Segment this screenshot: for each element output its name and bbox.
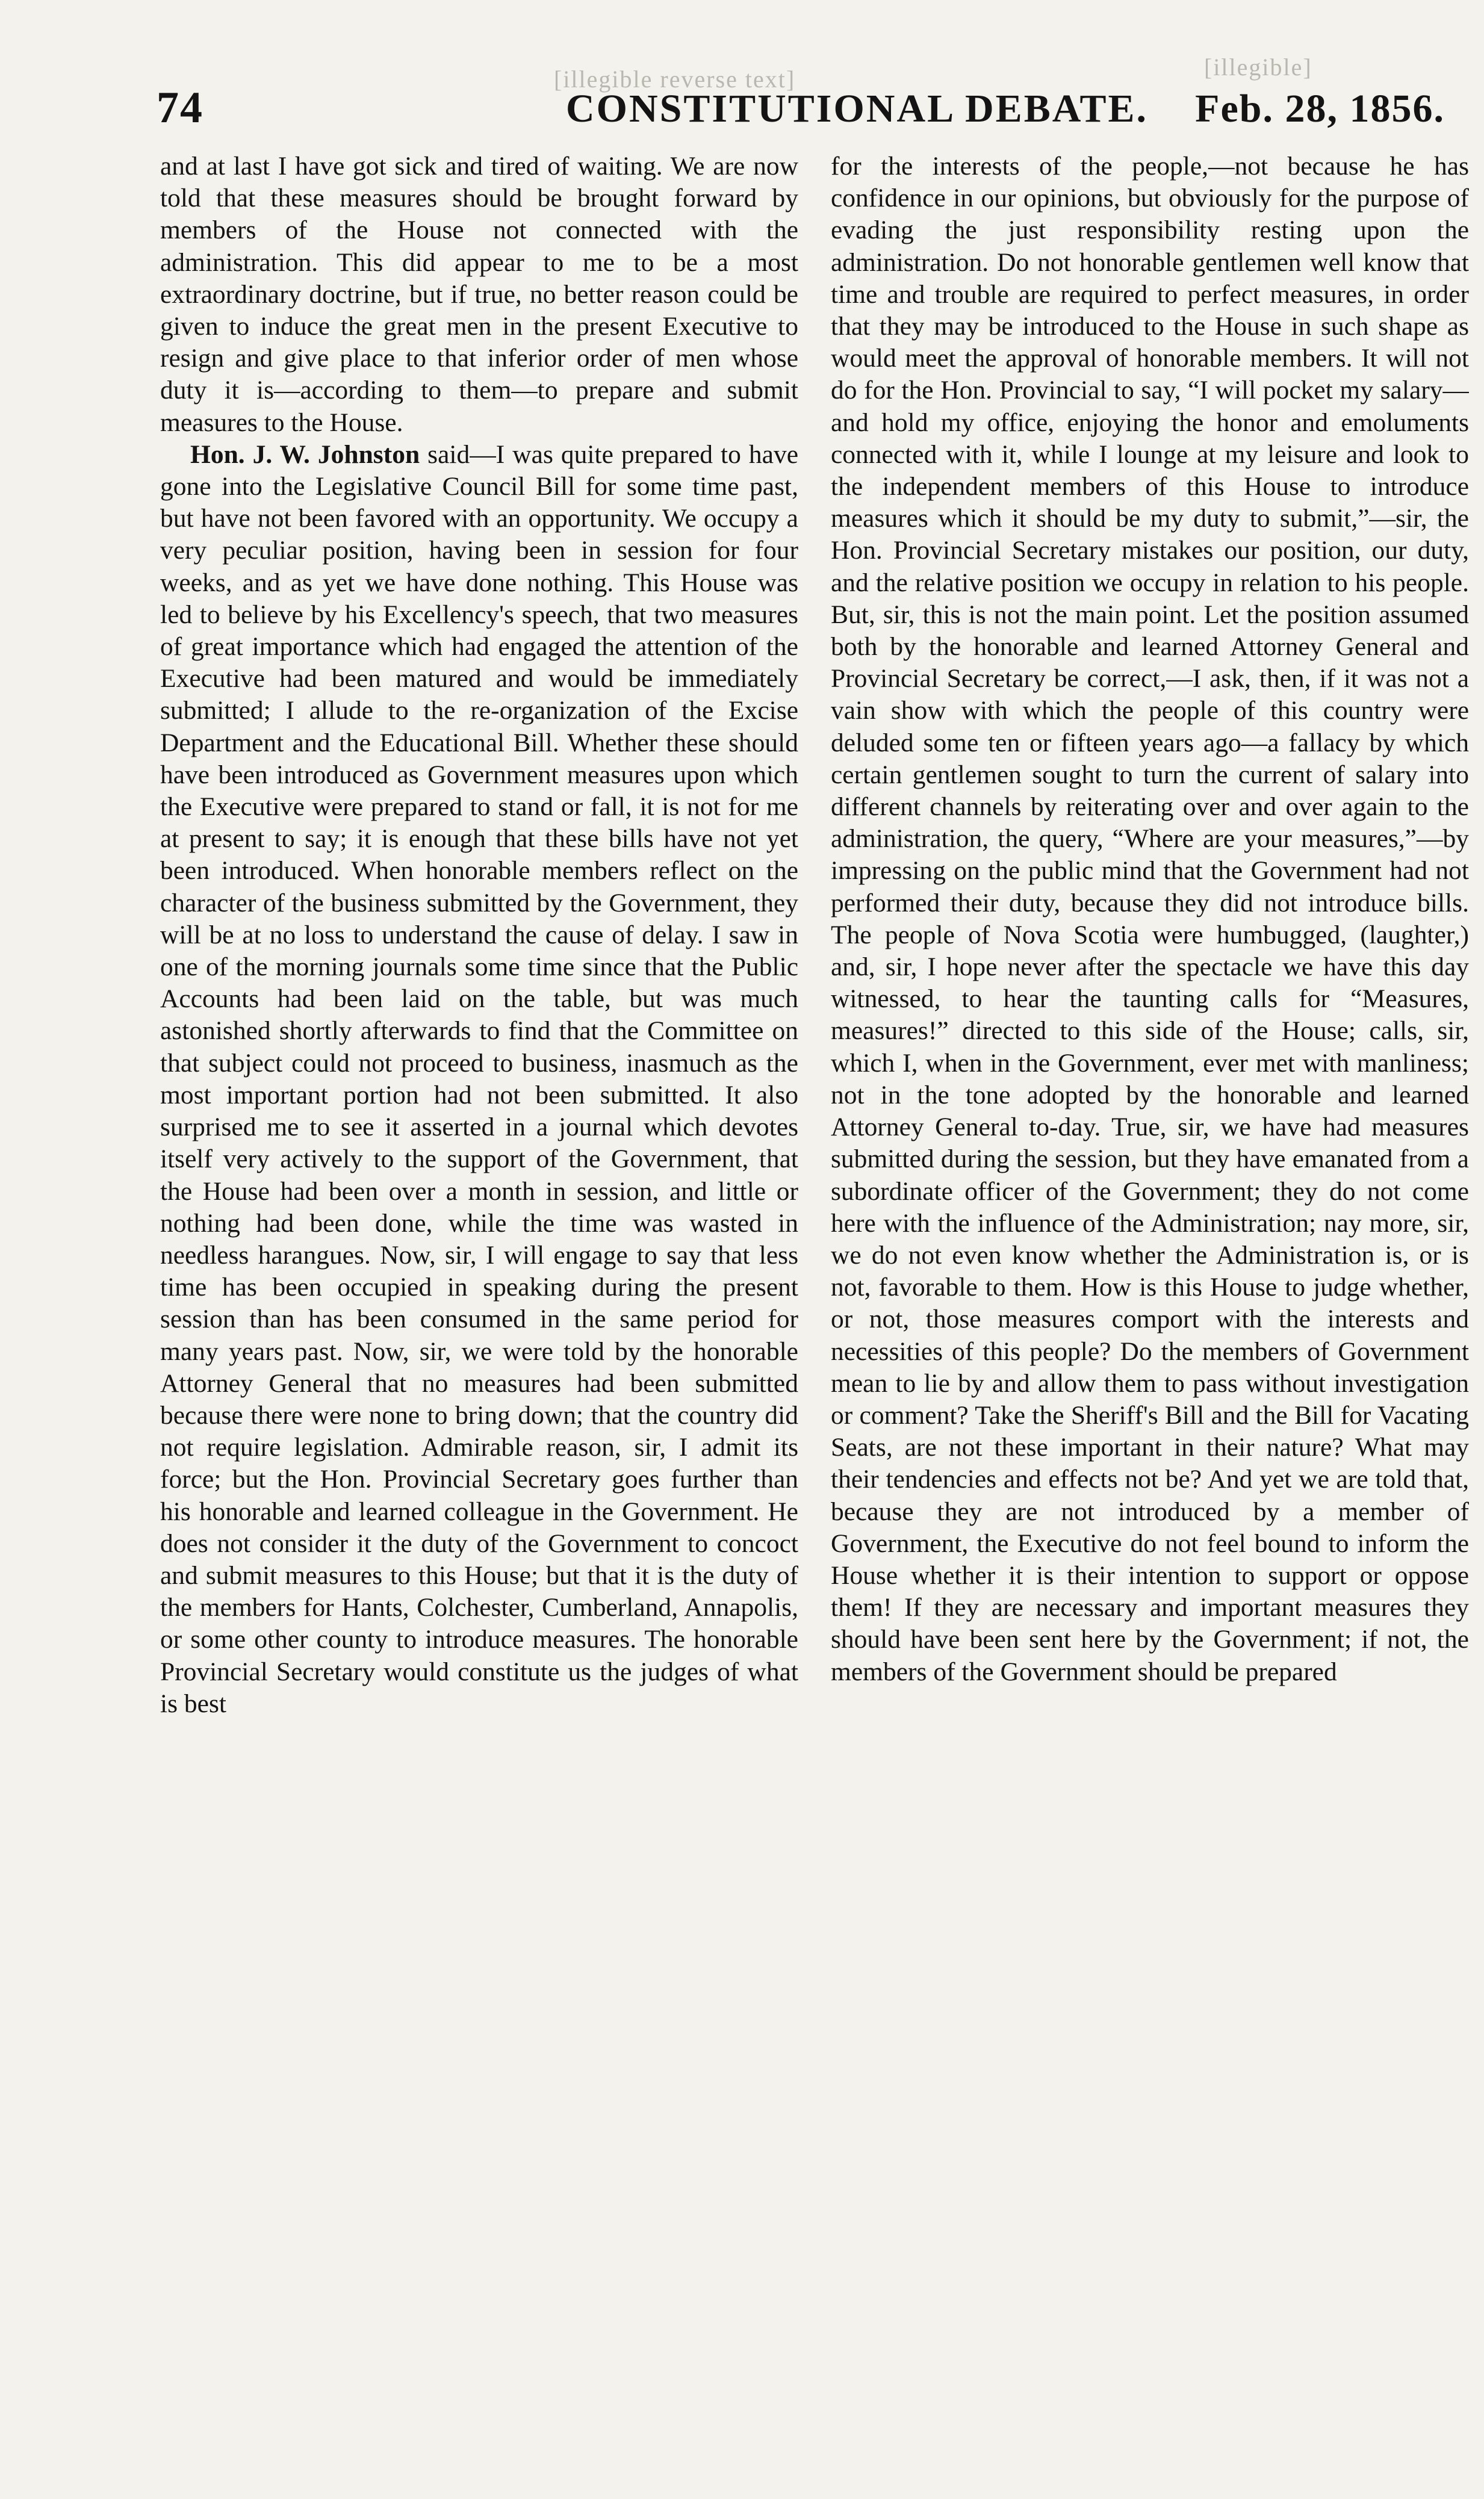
paragraph	[831, 151, 1469, 1688]
bleed-through-text-right: [illegible]	[1204, 54, 1312, 81]
running-date: Feb. 28, 1856.	[1195, 87, 1445, 131]
paragraph-text: for the interests of the people,—not because he has confidence in our opinions, but obviously for the purpose of evading the just responsibility resting upon the administration. Do not honorable gentlemen well know that time and trouble are required to perfect measures, in order that they may be introduced to the House in such shape as would meet the approval of honorable members. It will not do for the Hon. Provincial to say, “I will pocket my salary—and hold my office, enjoying the honor and emoluments connected with it, while I lounge at my leisure and look to the independent members of this House to introduce measures which it should be my duty to submit,”—sir, the Hon. Provincial Secretary mistakes our position, our duty, and the relative position we occupy in relation to his people. But, sir, this is not the main point. Let the position assumed both by the honorable and learned Attorney General and Provincial Secretary be correct,—I ask, then, if it was not a vain show with which the people of this country were deluded some ten or fifteen years ago—a fallacy by which certain gentlemen sought to turn the current of salary into different channels by reiterating over and over again to the administration, the query, “Where are your measures,”—by impressing on the public mind that the Government had not performed their duty, because they did not introduce bills. The people of Nova Scotia were humbugged, (laughter,) and, sir, I hope never after the spectacle we have this day witnessed, to hear the taunting calls for “Measures, measures!” directed to this side of the House; calls, sir, which I, when in the Government, ever met with manliness; not in the tone adopted by the honorable and learned Attorney General to-day. True, sir, we have had measures submitted during the session, but they have emanated from a subordinate officer of the Government; they do not come here with the influence of the Administration; nay more, sir, we do not even know whether the Administration is, or is not, favorable to them. How is this House to judge whether, or not, those measures comport with the interests and necessities of this people? Do the members of Government mean to lie by and allow them to pass without investigation or comment? Take the Sheriff's Bill and the Bill for Vacating Seats, are not these important in their nature? What may their tendencies and effects not be? And yet we are told that, because they are not introduced by a member of Government, the Executive do not feel bound to inform the House whether it is their intention to support or oppose them! If they are necessary and important measures they should have been sent here by the Government; if not, the members of the Government should be prepared	[831, 152, 1469, 1686]
paragraph	[160, 151, 798, 439]
paragraph-text: said—I was quite prepared to have gone into the Legislative Council Bill for some time past, but have not been favored with an opportunity. We occupy a very peculiar position, having been in session for four weeks, and as yet we have done nothing. This House was led to believe by his Excellency's speech, that two measures of great importance which had engaged the attention of the Executive had been matured and would be immediately submitted; I allude to the re-organization of the Excise Department and the Educational Bill. Whether these should have been introduced as Government measures upon which the Executive were prepared to stand or fall, it is not for me at present to say; it is enough that these bills have not yet been introduced. When honorable members reflect on the character of the business submitted by the Government, they will be at no loss to understand the cause of delay. I saw in one of the morning journals some time since that the Public Accounts had been laid on the table, but was much astonished shortly afterwards to find that the Committee on that subject could not proceed to business, inasmuch as the most important portion had not been submitted. It also surprised me to see it asserted in a journal which devotes itself very actively to the support of the Government, that the House had been over a month in session, and little or nothing had been done, while the time was wasted in needless harangues. Now, sir, I will engage to say that less time has been occupied in speaking during the present session than has been consumed in the same period for many years past. Now, sir, we were told by the honorable Attorney General that no measures had been submitted because there were none to bring down; that the country did not require legislation. Admirable reason, sir, I admit its force; but the Hon. Provincial Secretary goes further than his honorable and learned colleague in the Government. He does not consider it the duty of the Government to concoct and submit measures to this House; but that it is the duty of the members for Hants, Colchester, Cumberland, Annapolis, or some other county to introduce measures. The honorable Provincial Secretary would constitute us the judges of what is best	[160, 439, 798, 1718]
paragraph	[160, 439, 798, 1720]
speaker-name: Hon. J. W. Johnston	[190, 439, 420, 469]
left-column	[160, 151, 798, 2432]
running-header	[157, 75, 1463, 141]
bleed-through-text-left: [illegible reverse text]	[554, 66, 796, 93]
paragraph-text: and at last I have got sick and tired of waiting. We are now told that these measures should be brought forward by members of the House not connected with the administration. This did appear to me to be a most extraordinary doctrine, but if true, no better reason could be given to induce the great men in the present Executive to resign and give place to that inferior order of men whose duty it is—according to them—to prepare and submit measures to the House.	[160, 152, 798, 437]
right-column	[831, 151, 1469, 2432]
page-number: 74	[157, 83, 203, 132]
running-title: CONSTITUTIONAL DEBATE.	[566, 87, 1149, 131]
